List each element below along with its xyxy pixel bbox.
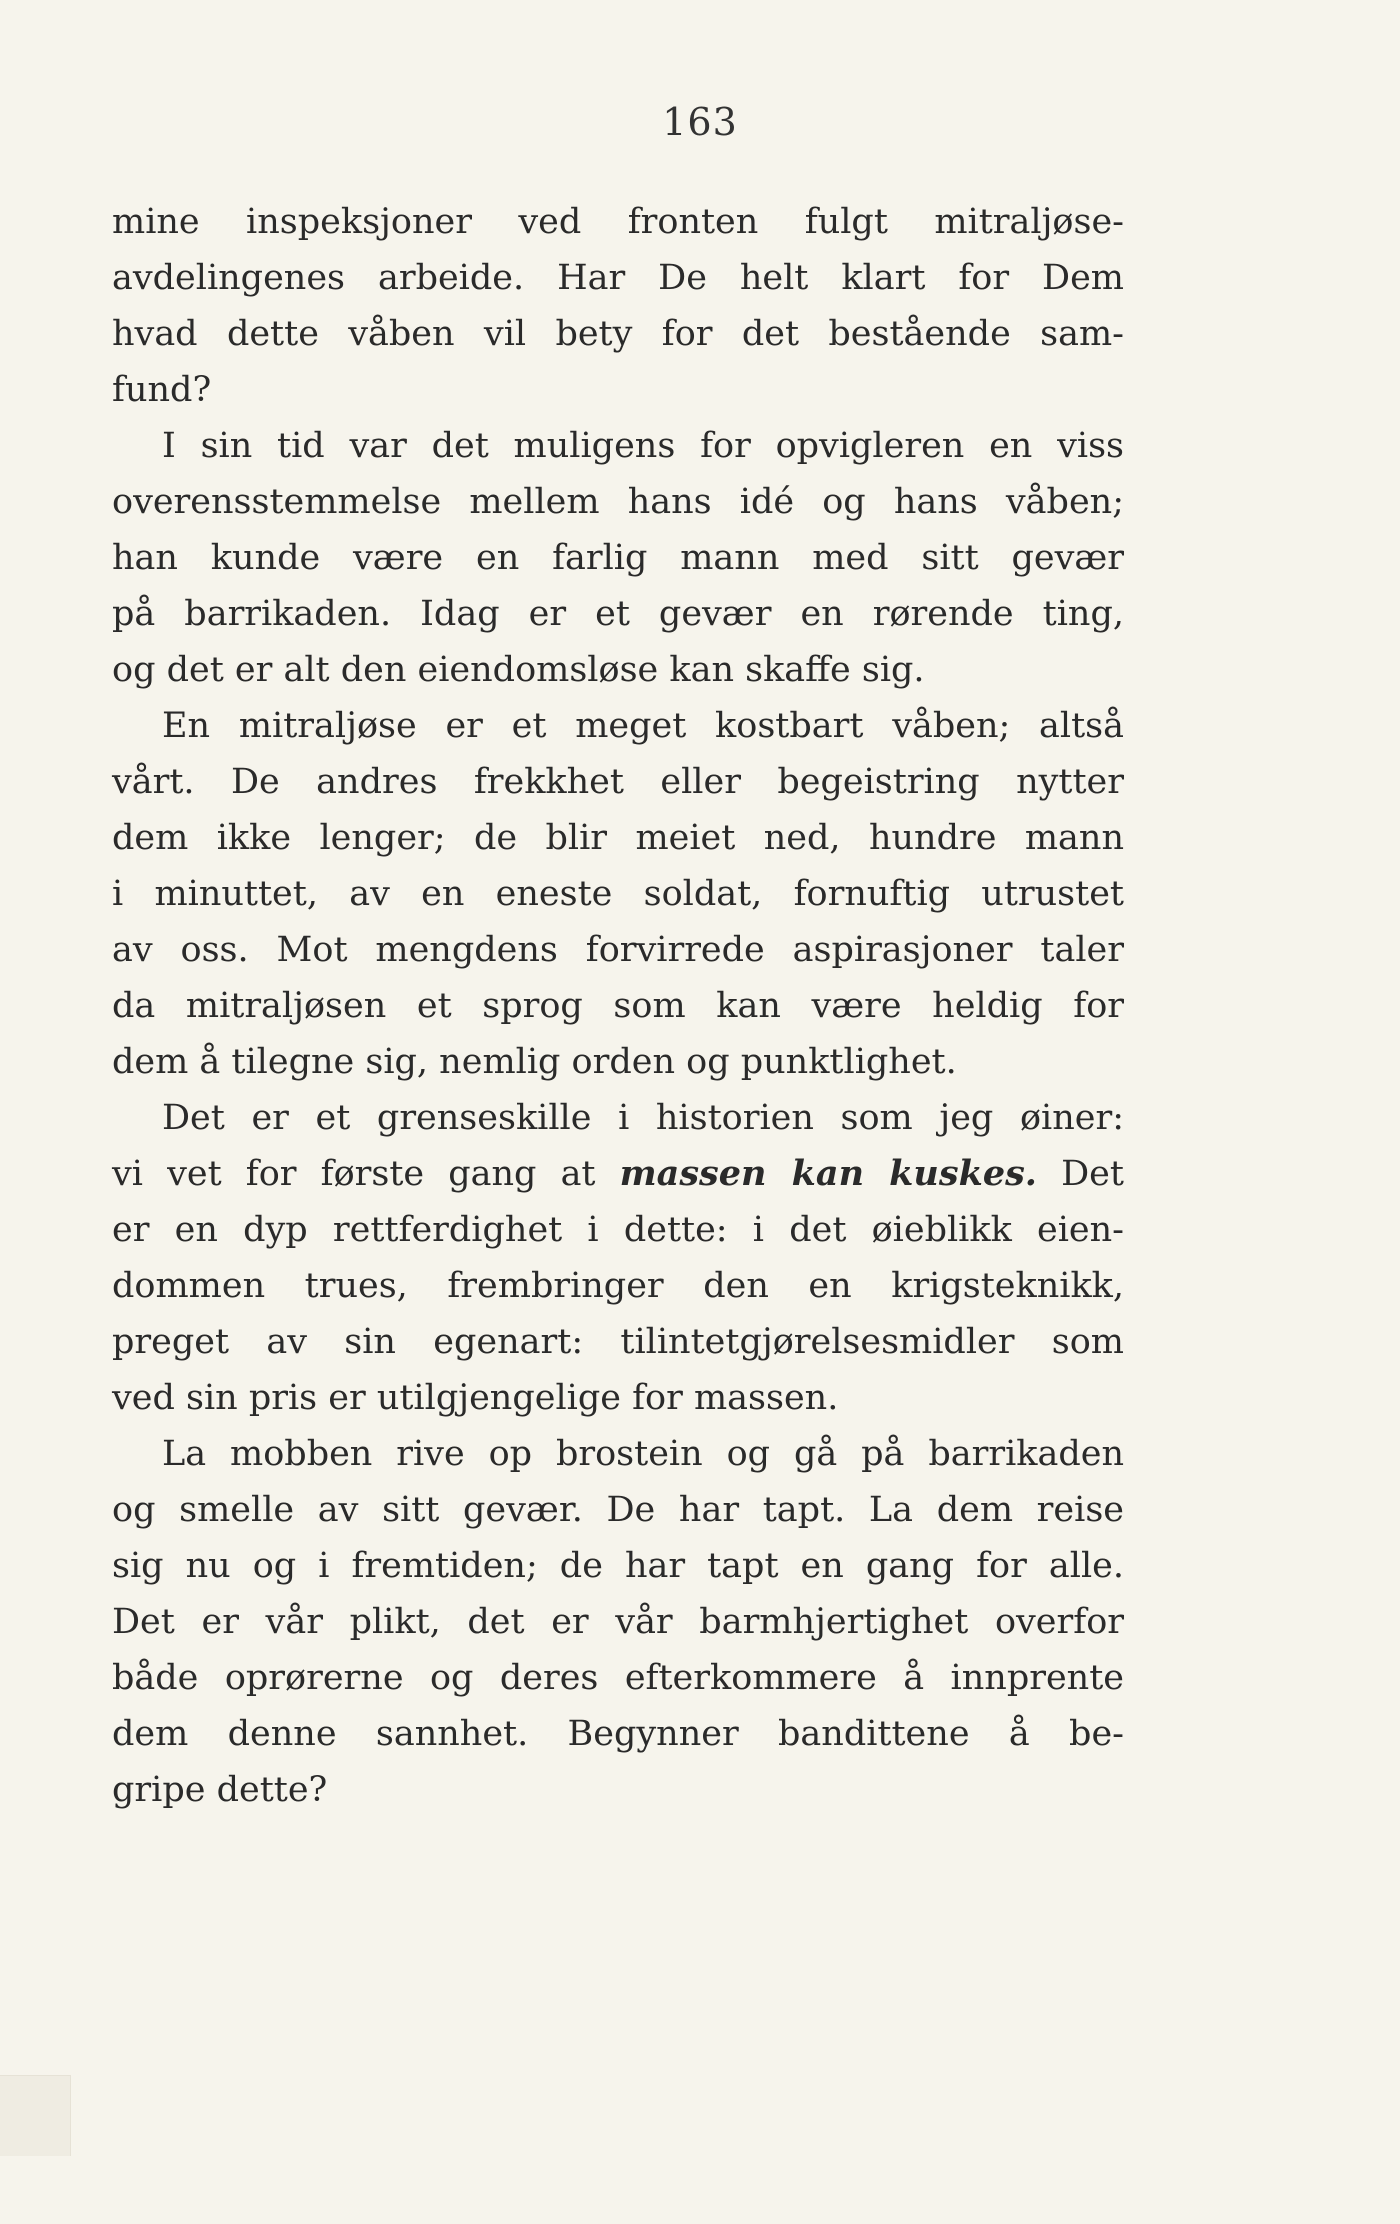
text-line: og smelle av sitt gevær. De har tapt. La dem reise	[112, 1490, 1124, 1530]
text-line: han kunde være en farlig mann med sitt gevær	[112, 538, 1124, 578]
emphasized-phrase: massen kan kuskes.	[619, 1153, 1037, 1194]
text-line: da mitraljøsen et sprog som kan være heldig for	[112, 986, 1124, 1026]
text-line: fund?	[112, 370, 212, 410]
text-line: I sin tid var det muligens for opvigleren en viss	[162, 426, 1124, 466]
text-line: overensstemmelse mellem hans idé og hans våben;	[112, 482, 1124, 522]
text-line: sig nu og i fremtiden; de har tapt en gang for alle.	[112, 1546, 1124, 1586]
text-line: mine inspeksjoner ved fronten fulgt mitraljøse-	[112, 202, 1124, 242]
text-line: er en dyp rettferdighet i dette: i det øieblikk eien-	[112, 1210, 1124, 1250]
text-line: gripe dette?	[112, 1770, 328, 1810]
text-segment: vi vet for første gang at	[112, 1154, 596, 1194]
text-line: vårt. De andres frekkhet eller begeistring nytter	[112, 762, 1124, 802]
text-line: i minuttet, av en eneste soldat, fornuftig utrustet	[112, 874, 1124, 914]
text-line: En mitraljøse er et meget kostbart våben; altså	[162, 706, 1124, 746]
page-edge-shadow	[0, 2075, 71, 2156]
text-line: hvad dette våben vil bety for det bestående sam-	[112, 314, 1124, 354]
text-line-with-emphasis	[112, 1146, 1124, 1202]
text-line: av oss. Mot mengdens forvirrede aspirasjoner taler	[112, 930, 1124, 970]
text-line: dem denne sannhet. Begynner bandittene å be-	[112, 1714, 1124, 1754]
text-line: preget av sin egenart: tilintetgjørelsesmidler som	[112, 1322, 1124, 1362]
text-line: og det er alt den eiendomsløse kan skaffe sig.	[112, 650, 925, 690]
text-line: Det er et grenseskille i historien som jeg øiner:	[162, 1098, 1124, 1138]
text-line: på barrikaden. Idag er et gevær en rørende ting,	[112, 594, 1124, 634]
text-line: La mobben rive op brostein og gå på barrikaden	[162, 1434, 1124, 1474]
text-line: Det er vår plikt, det er vår barmhjertighet overfor	[112, 1602, 1124, 1642]
text-line: ved sin pris er utilgjengelige for massen.	[112, 1378, 839, 1418]
text-line: dommen trues, frembringer den en krigsteknikk,	[112, 1266, 1124, 1306]
page-number: 163	[662, 100, 738, 144]
text-line: dem å tilegne sig, nemlig orden og punktlighet.	[112, 1042, 957, 1082]
body-text	[112, 194, 1124, 1818]
text-line: avdelingenes arbeide. Har De helt klart for Dem	[112, 258, 1124, 298]
text-line: både oprørerne og deres efterkommere å innprente	[112, 1658, 1124, 1698]
text-line: dem ikke lenger; de blir meiet ned, hundre mann	[112, 818, 1124, 858]
text-segment: Det	[1061, 1154, 1124, 1194]
